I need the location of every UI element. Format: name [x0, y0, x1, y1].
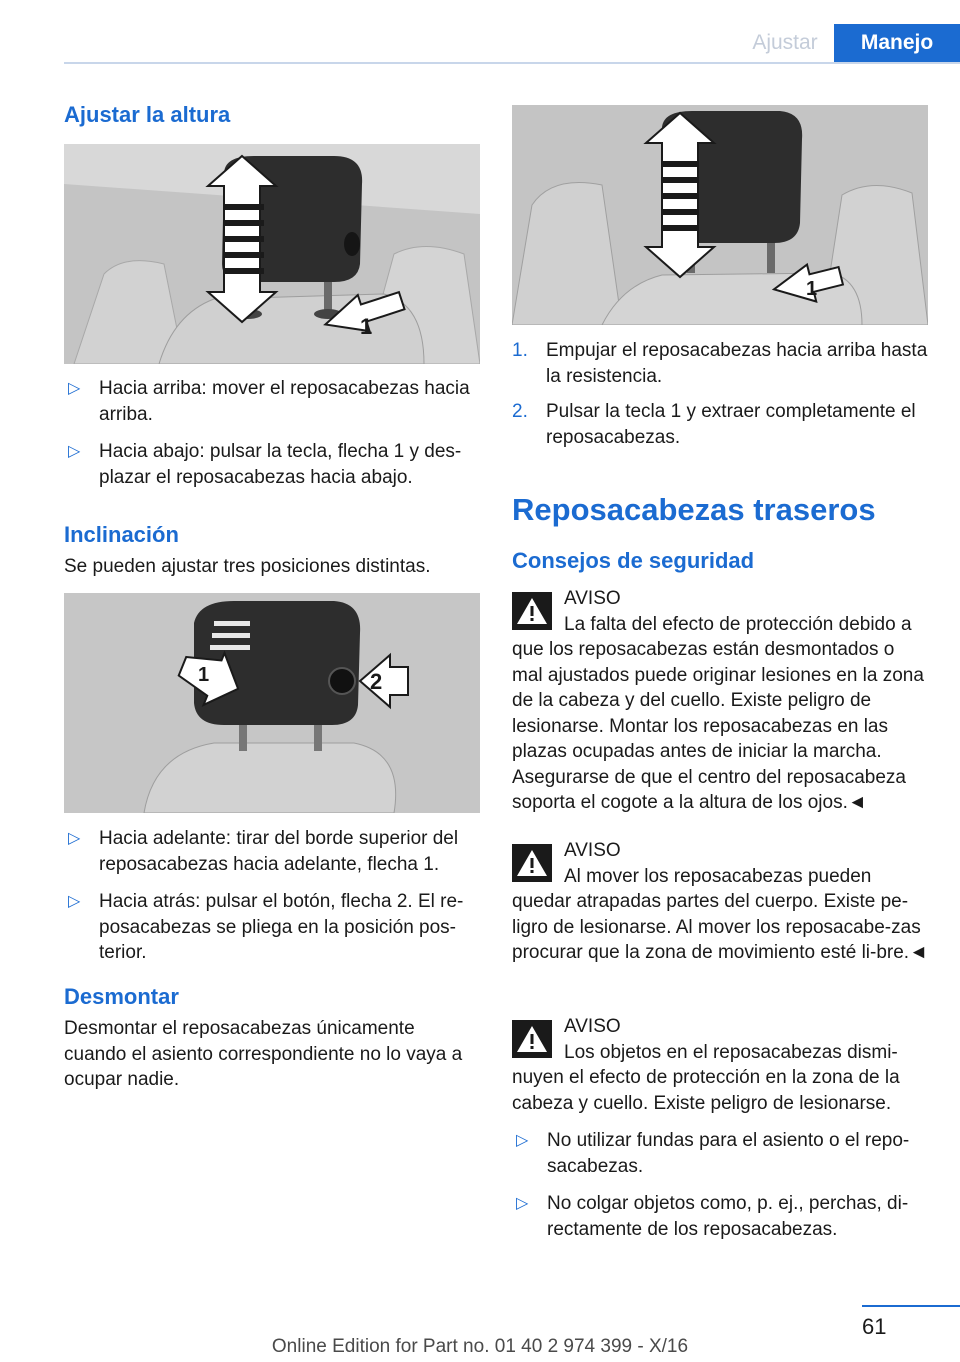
warning-block: AVISO Los objetos en el reposacabezas dismi- nuyen el efecto de protección en la zona de la cabeza y cuello. Existe peligro de lesionarse.	[512, 1016, 900, 1114]
figure-headrest-remove	[512, 105, 928, 325]
warning-triangle-icon	[512, 844, 552, 882]
triangle-bullet-icon: ▷	[68, 830, 81, 847]
step-number: 1.	[512, 340, 528, 361]
height-bullet-list	[64, 376, 480, 502]
footer-divider	[862, 1305, 960, 1307]
triangle-bullet-icon: ▷	[68, 893, 81, 910]
list-item: ▷ No utilizar fundas para el asiento o el repo-sacabezas.	[516, 1130, 910, 1177]
triangle-bullet-icon: ▷	[516, 1132, 529, 1149]
triangle-bullet-icon: ▷	[516, 1195, 529, 1212]
list-item: 1. Empujar el reposacabezas hacia arriba hasta la resistencia.	[512, 340, 928, 387]
list-item: ▷ Hacia adelante: tirar del borde superior del reposacabezas hacia adelante, flecha 1.	[68, 828, 459, 875]
section-title-height: Ajustar la altura	[64, 102, 231, 127]
warning-triangle-icon	[512, 592, 552, 630]
step-number: 2.	[512, 401, 528, 422]
triangle-bullet-icon: ▷	[68, 443, 81, 460]
tilt-bullet-list	[64, 826, 480, 978]
warning-block: AVISO La falta del efecto de protección debido a que los reposacabezas están desmontados o mal ajustados puede originar lesiones en la zona de la cabeza y del cuello. Existe peligro de lesionarse. Montar los reposacabezas en las plazas ocupadas antes de iniciar la marcha. Asegurarse de que el centro del reposacabeza soporta el cogote a la altura de los ojos.◄	[512, 588, 924, 813]
tab-ajustar[interactable]: Ajustar	[752, 31, 818, 54]
triangle-bullet-icon: ▷	[68, 380, 81, 397]
callout-1-remove: 1	[806, 278, 818, 300]
figure-headrest-tilt	[64, 593, 480, 813]
list-item: ▷ Hacia arriba: mover el reposacabezas hacia arriba.	[68, 378, 470, 425]
list-item: ▷ No colgar objetos como, p. ej., perchas, di-rectamente de los reposacabezas.	[516, 1193, 909, 1240]
warning-block: AVISO Al mover los reposacabezas pueden quedar atrapadas partes del cuerpo. Existe pe-ligro de lesionarse. Al mover los reposacabe-zas procurar que la zona de movimiento esté li-bre.◄	[512, 840, 928, 963]
figure-headrest-height	[64, 144, 480, 364]
list-item: 2. Pulsar la tecla 1 y extraer completamente el reposacabezas.	[512, 401, 916, 448]
list-item: ▷ Hacia abajo: pulsar la tecla, flecha 1 y des-plazar el reposacabezas hacia abajo.	[68, 441, 462, 488]
section-title-rear: Reposacabezas traseros	[512, 492, 876, 527]
callout-1-height: 1	[360, 314, 373, 339]
section-title-safety: Consejos de seguridad	[512, 548, 755, 573]
section-title-tilt: Inclinación	[64, 522, 179, 547]
edition-footer: Online Edition for Part no. 01 40 2 974 399 - X/16	[271, 1336, 689, 1357]
page-number: 61	[862, 1314, 887, 1339]
remove-steps-list	[512, 338, 928, 460]
warning-bullet-list	[512, 1128, 928, 1254]
warning-triangle-icon	[512, 1020, 552, 1058]
tilt-text: Se pueden ajustar tres posiciones distintas.	[64, 556, 431, 577]
callout-1-tilt: 1	[198, 664, 210, 686]
header-tabs	[736, 24, 960, 62]
section-title-remove: Desmontar	[64, 984, 179, 1009]
header-divider	[64, 62, 960, 64]
list-item: ▷ Hacia atrás: pulsar el botón, flecha 2. El re-posacabezas se pliega en la posición pos-terior.	[68, 891, 464, 963]
callout-2-tilt: 2	[370, 669, 383, 694]
tab-manejo[interactable]: Manejo	[834, 24, 960, 62]
remove-text: Desmontar el reposacabezas únicamente cuando el asiento correspondiente no lo vaya a ocupar nadie.	[64, 1018, 463, 1090]
